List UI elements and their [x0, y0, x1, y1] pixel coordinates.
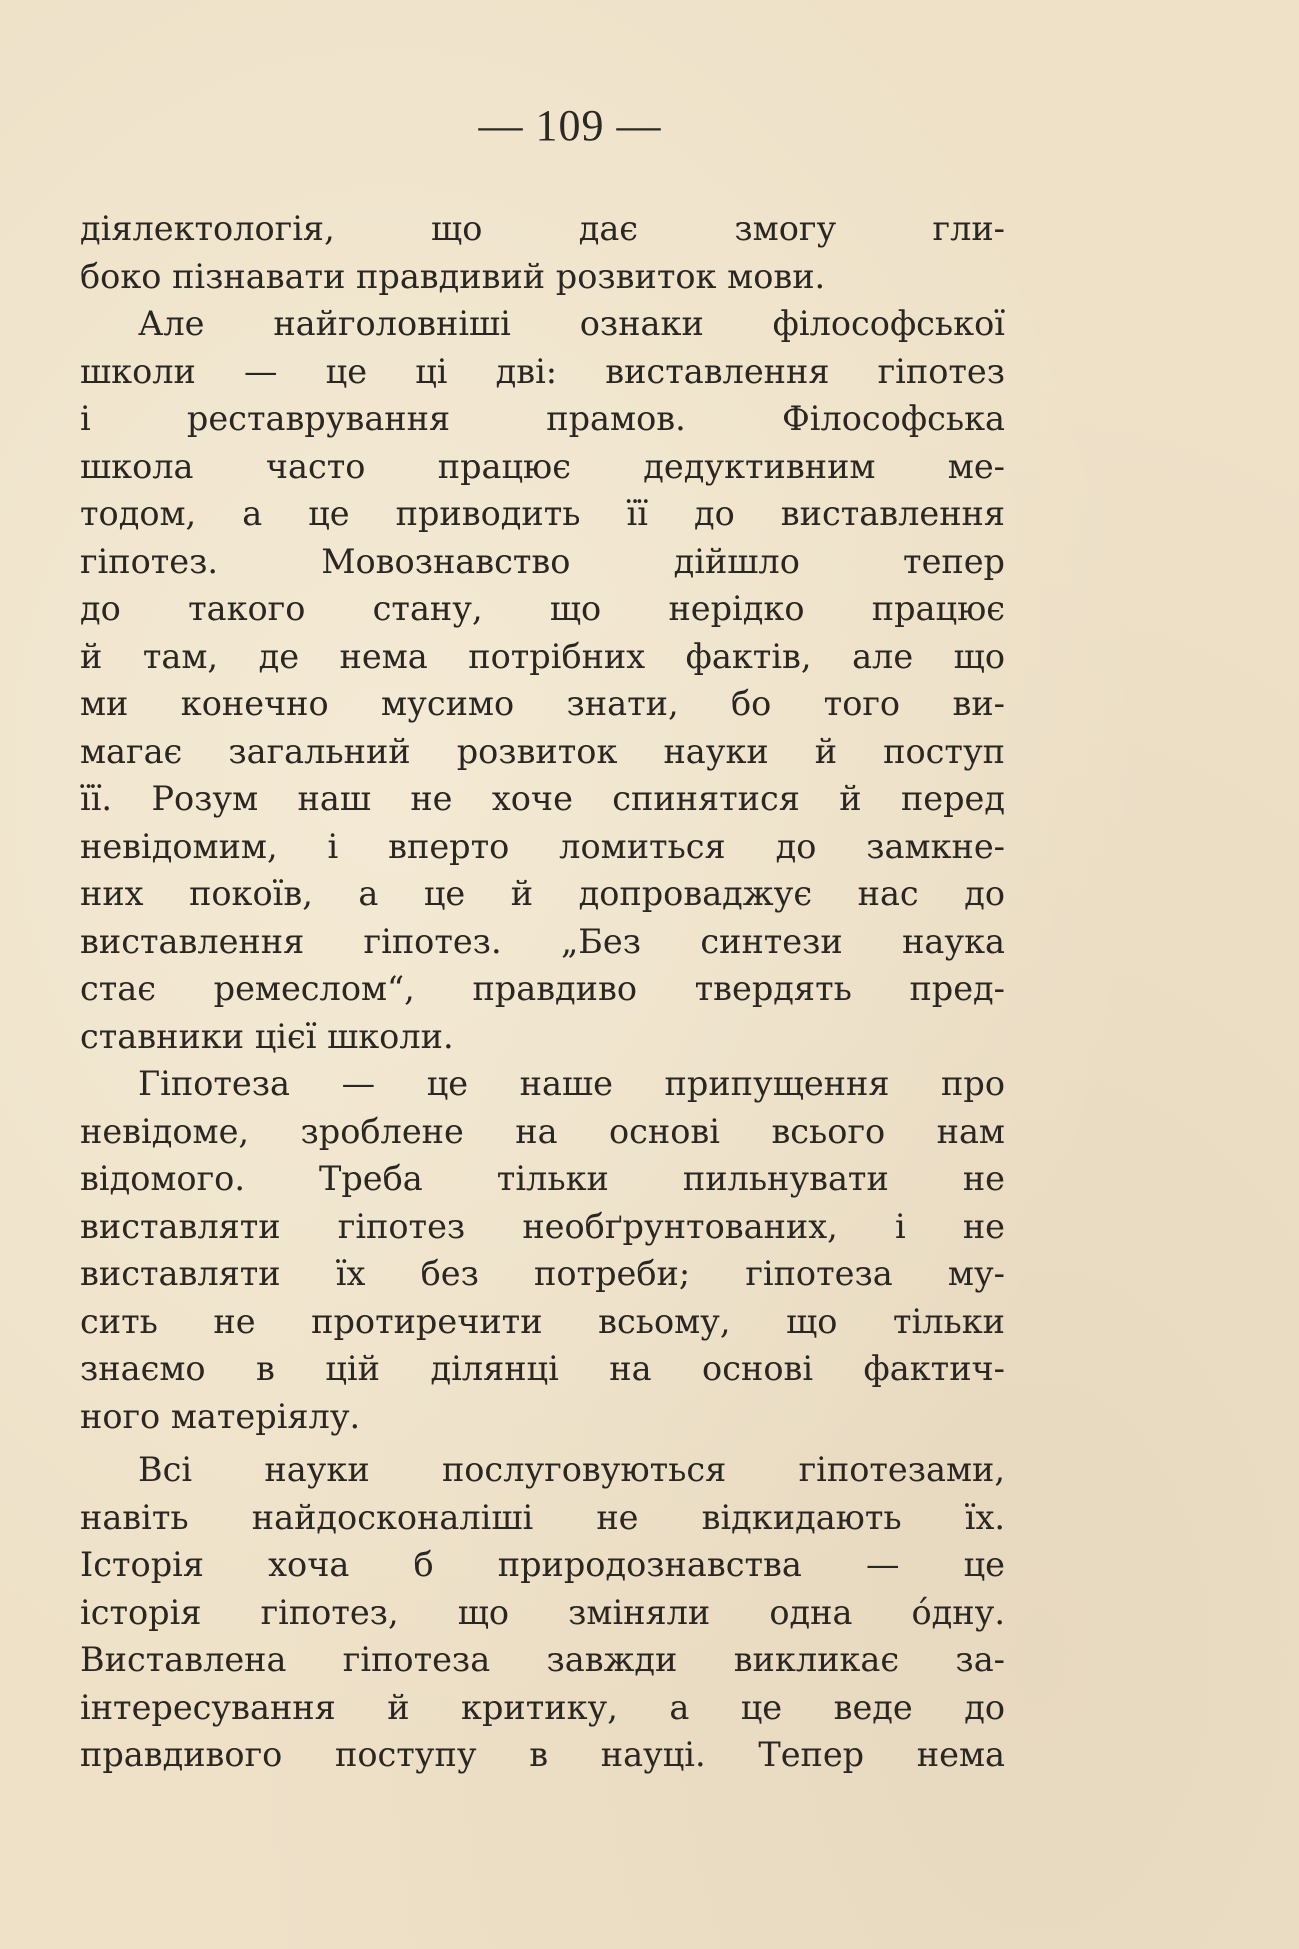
text-line: виставляти гіпотез необґрунтованих, і не: [80, 1206, 1005, 1246]
text-line: історія гіпотез, що зміняли одна о́дну.: [80, 1592, 1005, 1632]
text-line: ставники цієї школи.: [80, 1016, 454, 1056]
text-line: ного матеріялу.: [80, 1396, 361, 1436]
text-line: Всі науки послуговуються гіпотезами,: [138, 1450, 1005, 1489]
text-line: навіть найдосконаліші не відкидають їх.: [80, 1497, 1005, 1537]
paragraph: [80, 1446, 1005, 1779]
text-line: її. Розум наш не хоче спинятися й перед: [80, 779, 1005, 818]
text-line: правдивого поступу в науці. Тепер нема: [80, 1735, 1005, 1774]
text-line: невідоме, зроблене на основі всього нам: [80, 1111, 1005, 1151]
page-number: — 109 —: [478, 101, 662, 150]
text-line: школи — це ці дві: виставлення гіпотез: [80, 351, 1005, 391]
text-line: них покоїв, а це й допроваджує нас до: [80, 874, 1005, 913]
paragraph: [80, 1060, 1005, 1440]
text-line: гіпотез. Мовознавство дійшло тепер: [80, 541, 1005, 581]
text-line: діялектологія, що дає змогу гли-: [80, 209, 1005, 248]
text-line: знаємо в цій ділянці на основі фактич-: [80, 1349, 1005, 1388]
paragraph: [80, 205, 1005, 300]
text-line: школа часто працює дедуктивним ме-: [80, 446, 1005, 486]
text-line: й там, де нема потрібних фактів, але що: [80, 636, 1005, 676]
body-text: [80, 205, 1005, 1779]
text-line: невідомим, і вперто ломиться до замкне-: [80, 826, 1005, 866]
paragraph: [80, 300, 1005, 1060]
text-line: ми конечно мусимо знати, бо того ви-: [80, 684, 1005, 723]
text-line: виставлення гіпотез. „Без синтези наука: [80, 921, 1005, 961]
text-line: відомого. Треба тільки пильнувати не: [80, 1159, 1005, 1198]
text-line: Історія хоча б природознавства — це: [80, 1545, 1005, 1584]
text-line: і реставрування прамов. Філософська: [80, 399, 1005, 438]
text-line: Виставлена гіпотеза завжди викликає за-: [80, 1640, 1005, 1679]
text-line: Але найголовніші ознаки філософської: [138, 304, 1005, 343]
text-line: стає ремеслом“, правдиво твердять пред-: [80, 969, 1005, 1008]
text-line: до такого стану, що нерідко працює: [80, 589, 1005, 628]
text-line: виставляти їх без потреби; гіпотеза му-: [80, 1254, 1005, 1293]
text-line: магає загальний розвиток науки й поступ: [80, 731, 1005, 771]
text-line: Гіпотеза — це наше припущення про: [138, 1064, 1005, 1103]
text-line: сить не протиречити всьому, що тільки: [80, 1301, 1005, 1341]
text-line: тодом, а це приводить її до виставлення: [80, 494, 1005, 533]
text-line: інтересування й критику, а це веде до: [80, 1687, 1005, 1727]
text-line: боко пізнавати правдивий розвиток мови.: [80, 256, 826, 296]
